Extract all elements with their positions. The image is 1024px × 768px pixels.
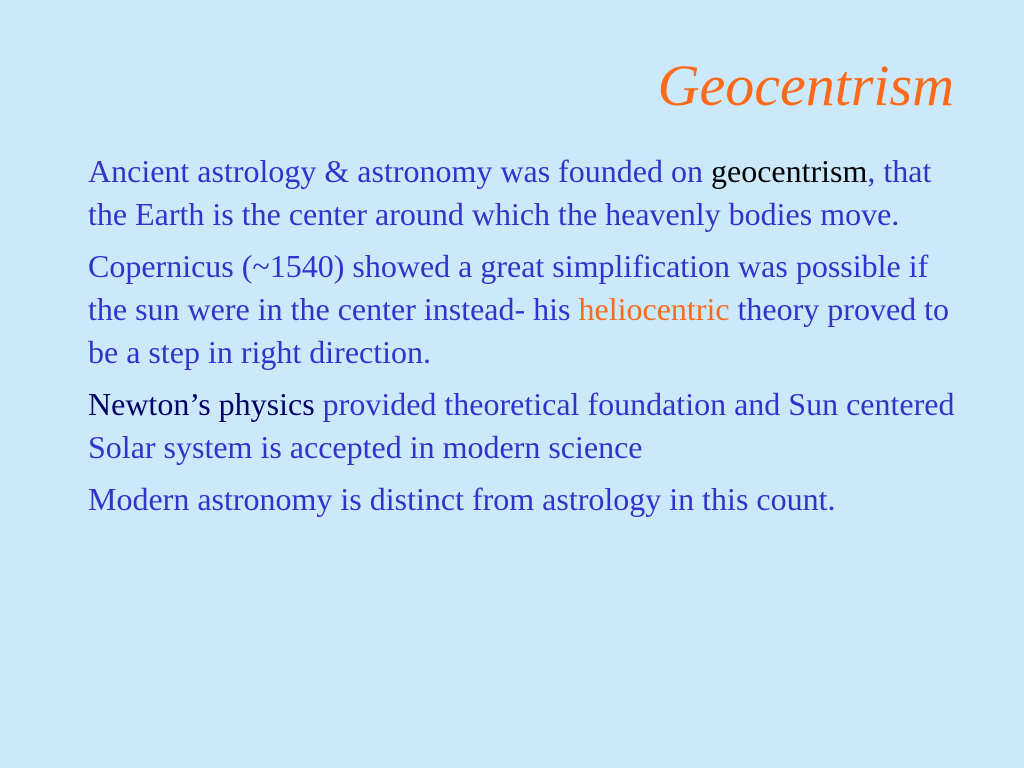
term-newtons-physics: Newton’s physics: [88, 386, 315, 422]
paragraph-newton: [88, 383, 968, 469]
paragraph-4-text: Modern astronomy is distinct from astrology in this count.: [88, 481, 836, 517]
paragraph-copernicus: [88, 245, 968, 374]
paragraph-2-text-a: Copernicus (~1540) showed a great simplification was possible if the sun were in the center instead- his: [88, 248, 929, 327]
paragraph-1-text-c: , that the Earth is the center around which the heavenly bodies move.: [88, 153, 932, 232]
paragraph-1-text-a: Ancient astrology & astronomy was founded on: [88, 153, 711, 189]
paragraph-2-text-c: theory proved to be a step in right direction.: [88, 291, 950, 370]
slide-title: Geocentrism: [657, 53, 954, 118]
term-heliocentric: heliocentric: [578, 291, 730, 327]
paragraph-3-text-b: provided theoretical foundation and Sun centered Solar system is accepted in modern science: [88, 386, 955, 465]
term-geocentrism: geocentrism: [711, 153, 868, 189]
paragraph-modern-astronomy: [88, 478, 968, 521]
slide-body: [88, 150, 968, 530]
paragraph-geocentrism: [88, 150, 968, 236]
